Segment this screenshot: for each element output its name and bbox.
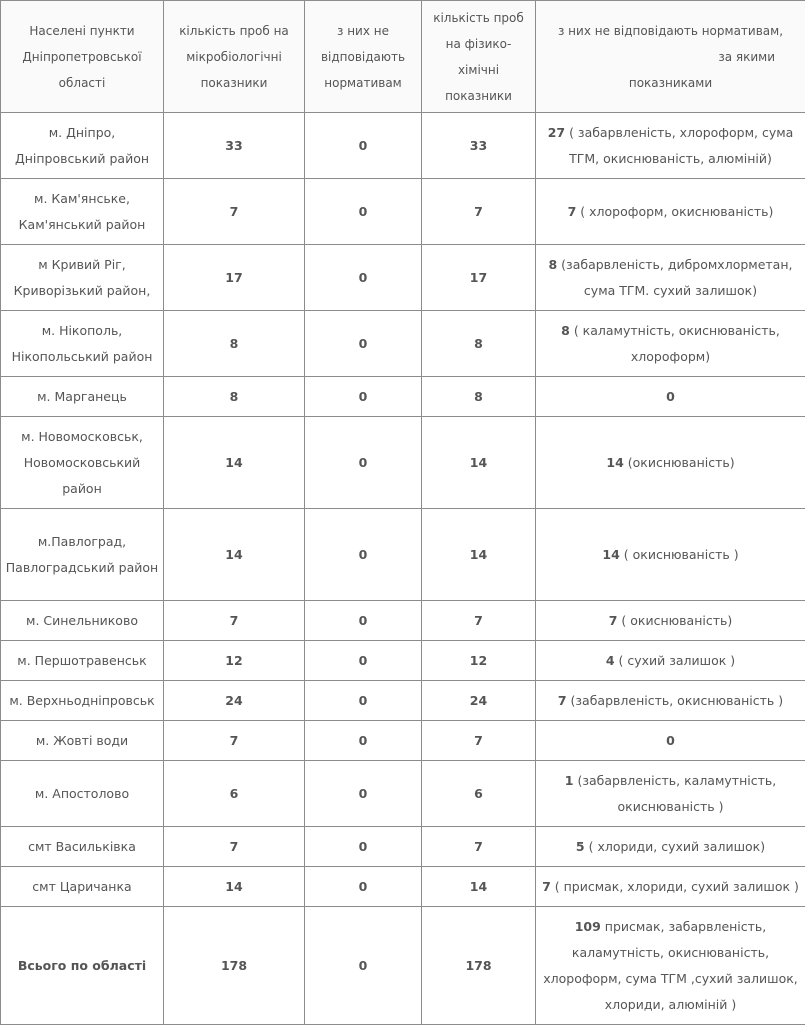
micro-fail-cell: 0: [305, 113, 422, 179]
place-cell: м. Синельниково: [1, 601, 164, 641]
chem-fail-indicators: ( сухий залишок ): [615, 653, 736, 668]
chem-fail-indicators: (забарвленість, окиснюваність ): [567, 693, 784, 708]
chem-fail-count: 0: [666, 733, 675, 748]
micro-fail-cell: 0: [305, 377, 422, 417]
header-chem-fail-line3: показниками: [540, 70, 801, 96]
chem-count-cell: 8: [422, 311, 536, 377]
micro-count-cell: 8: [164, 377, 305, 417]
chem-count-cell: 14: [422, 417, 536, 509]
chem-fail-count: 4: [606, 653, 615, 668]
total-micro-count-cell: 178: [164, 907, 305, 1025]
chem-count-cell: 14: [422, 867, 536, 907]
micro-count-cell: 14: [164, 867, 305, 907]
total-micro-fail-cell: 0: [305, 907, 422, 1025]
chem-fail-count: 14: [606, 455, 623, 470]
header-chem-fail-line1: з них не відповідають нормативам,: [540, 18, 801, 44]
chem-count-cell: 24: [422, 681, 536, 721]
chem-fail-cell: [536, 721, 805, 761]
table-row: [1, 417, 805, 509]
chem-fail-cell: [536, 417, 805, 509]
micro-fail-cell: 0: [305, 509, 422, 601]
micro-fail-cell: 0: [305, 601, 422, 641]
chem-fail-count: 1: [565, 773, 574, 788]
micro-count-cell: 7: [164, 601, 305, 641]
header-micro: кількість проб на мікробіологічні показники: [164, 1, 305, 113]
table-row: [1, 721, 805, 761]
micro-fail-cell: 0: [305, 827, 422, 867]
table-row: [1, 245, 805, 311]
chem-fail-count: 7: [542, 879, 551, 894]
chem-fail-indicators: ( хлороформ, окиснюваність): [576, 204, 773, 219]
micro-fail-cell: 0: [305, 417, 422, 509]
table-row: [1, 601, 805, 641]
chem-fail-cell: [536, 509, 805, 601]
micro-count-cell: 14: [164, 417, 305, 509]
micro-count-cell: 33: [164, 113, 305, 179]
micro-count-cell: 7: [164, 721, 305, 761]
micro-count-cell: 17: [164, 245, 305, 311]
micro-fail-cell: 0: [305, 681, 422, 721]
header-chem: кількість проб на фізико-хімічні показники: [422, 1, 536, 113]
micro-count-cell: 8: [164, 311, 305, 377]
place-cell: м. Верхньодніпровськ: [1, 681, 164, 721]
table-row: [1, 113, 805, 179]
place-cell: м. Апостолово: [1, 761, 164, 827]
total-row: [1, 907, 805, 1025]
micro-count-cell: 6: [164, 761, 305, 827]
chem-fail-count: 14: [602, 547, 619, 562]
table-row: [1, 179, 805, 245]
place-cell: м. Першотравенськ: [1, 641, 164, 681]
chem-fail-indicators: (забарвленість, каламутність, окиснюваність ): [573, 773, 776, 814]
chem-fail-indicators: ( хлориди, сухий залишок): [585, 839, 765, 854]
micro-count-cell: 24: [164, 681, 305, 721]
header-chem-fail-line2: за якими: [540, 44, 801, 70]
chem-fail-count: 27: [548, 125, 565, 140]
chem-fail-cell: [536, 179, 805, 245]
chem-fail-cell: [536, 601, 805, 641]
chem-fail-indicators: ( окиснюваність): [617, 613, 732, 628]
chem-fail-cell: [536, 245, 805, 311]
header-row: [1, 1, 805, 113]
chem-fail-indicators: (забарвленість, дибромхлорметан, сума ТГМ. сухий залишок): [557, 257, 792, 298]
chem-fail-count: 8: [561, 323, 570, 338]
table-row: [1, 377, 805, 417]
header-place: Населені пункти Дніпропетровської області: [1, 1, 164, 113]
total-place-cell: Всього по області: [1, 907, 164, 1025]
micro-fail-cell: 0: [305, 721, 422, 761]
micro-count-cell: 14: [164, 509, 305, 601]
chem-fail-indicators: ( забарвленість, хлороформ, сума ТГМ, окиснюваність, алюміній): [565, 125, 793, 166]
chem-count-cell: 14: [422, 509, 536, 601]
chem-count-cell: 33: [422, 113, 536, 179]
table-row: [1, 761, 805, 827]
chem-fail-cell: [536, 641, 805, 681]
place-cell: смт Царичанка: [1, 867, 164, 907]
chem-fail-cell: [536, 761, 805, 827]
header-chem-fail: [536, 1, 805, 113]
chem-fail-cell: [536, 681, 805, 721]
chem-fail-count: 8: [549, 257, 558, 272]
place-cell: м. Дніпро, Дніпровський район: [1, 113, 164, 179]
total-chem-fail-indicators: присмак, забарвленість, каламутність, окиснюваність, хлороформ, сума ТГМ ,сухий залишок, хлориди, алюміній ): [543, 919, 798, 1012]
chem-count-cell: 7: [422, 601, 536, 641]
micro-count-cell: 7: [164, 179, 305, 245]
place-cell: м. Кам'янське, Кам'янський район: [1, 179, 164, 245]
chem-count-cell: 7: [422, 721, 536, 761]
chem-count-cell: 8: [422, 377, 536, 417]
place-cell: смт Васильківка: [1, 827, 164, 867]
table-row: [1, 509, 805, 601]
place-cell: м. Жовті води: [1, 721, 164, 761]
chem-fail-cell: [536, 827, 805, 867]
chem-count-cell: 7: [422, 179, 536, 245]
micro-fail-cell: 0: [305, 867, 422, 907]
table-row: [1, 681, 805, 721]
chem-fail-indicators: ( каламутність, окиснюваність, хлороформ): [570, 323, 780, 364]
chem-fail-count: 7: [568, 204, 577, 219]
chem-count-cell: 7: [422, 827, 536, 867]
place-cell: м. Марганець: [1, 377, 164, 417]
chem-fail-count: 7: [609, 613, 618, 628]
micro-fail-cell: 0: [305, 761, 422, 827]
chem-fail-count: 7: [558, 693, 567, 708]
place-cell: м. Новомосковськ, Новомосковський район: [1, 417, 164, 509]
total-chem-count-cell: 178: [422, 907, 536, 1025]
place-cell: м. Нікополь, Нікопольський район: [1, 311, 164, 377]
chem-fail-indicators: ( окиснюваність ): [620, 547, 739, 562]
chem-fail-cell: [536, 113, 805, 179]
table-row: [1, 867, 805, 907]
micro-count-cell: 7: [164, 827, 305, 867]
chem-count-cell: 17: [422, 245, 536, 311]
chem-fail-cell: [536, 377, 805, 417]
chem-fail-indicators: ( присмак, хлориди, сухий залишок ): [551, 879, 799, 894]
chem-fail-cell: [536, 867, 805, 907]
place-cell: м.Павлоград, Павлоградський район: [1, 509, 164, 601]
chem-fail-count: 5: [576, 839, 585, 854]
total-chem-fail-count: 109: [575, 919, 601, 934]
micro-fail-cell: 0: [305, 245, 422, 311]
total-chem-fail-cell: [536, 907, 805, 1025]
chem-count-cell: 12: [422, 641, 536, 681]
table-row: [1, 827, 805, 867]
chem-fail-indicators: (окиснюваність): [624, 455, 735, 470]
micro-fail-cell: 0: [305, 641, 422, 681]
chem-count-cell: 6: [422, 761, 536, 827]
table-row: [1, 311, 805, 377]
table-row: [1, 641, 805, 681]
place-cell: м Кривий Ріг, Криворізький район,: [1, 245, 164, 311]
micro-count-cell: 12: [164, 641, 305, 681]
micro-fail-cell: 0: [305, 311, 422, 377]
header-micro-fail: з них не відповідають нормативам: [305, 1, 422, 113]
chem-fail-count: 0: [666, 389, 675, 404]
micro-fail-cell: 0: [305, 179, 422, 245]
chem-fail-cell: [536, 311, 805, 377]
